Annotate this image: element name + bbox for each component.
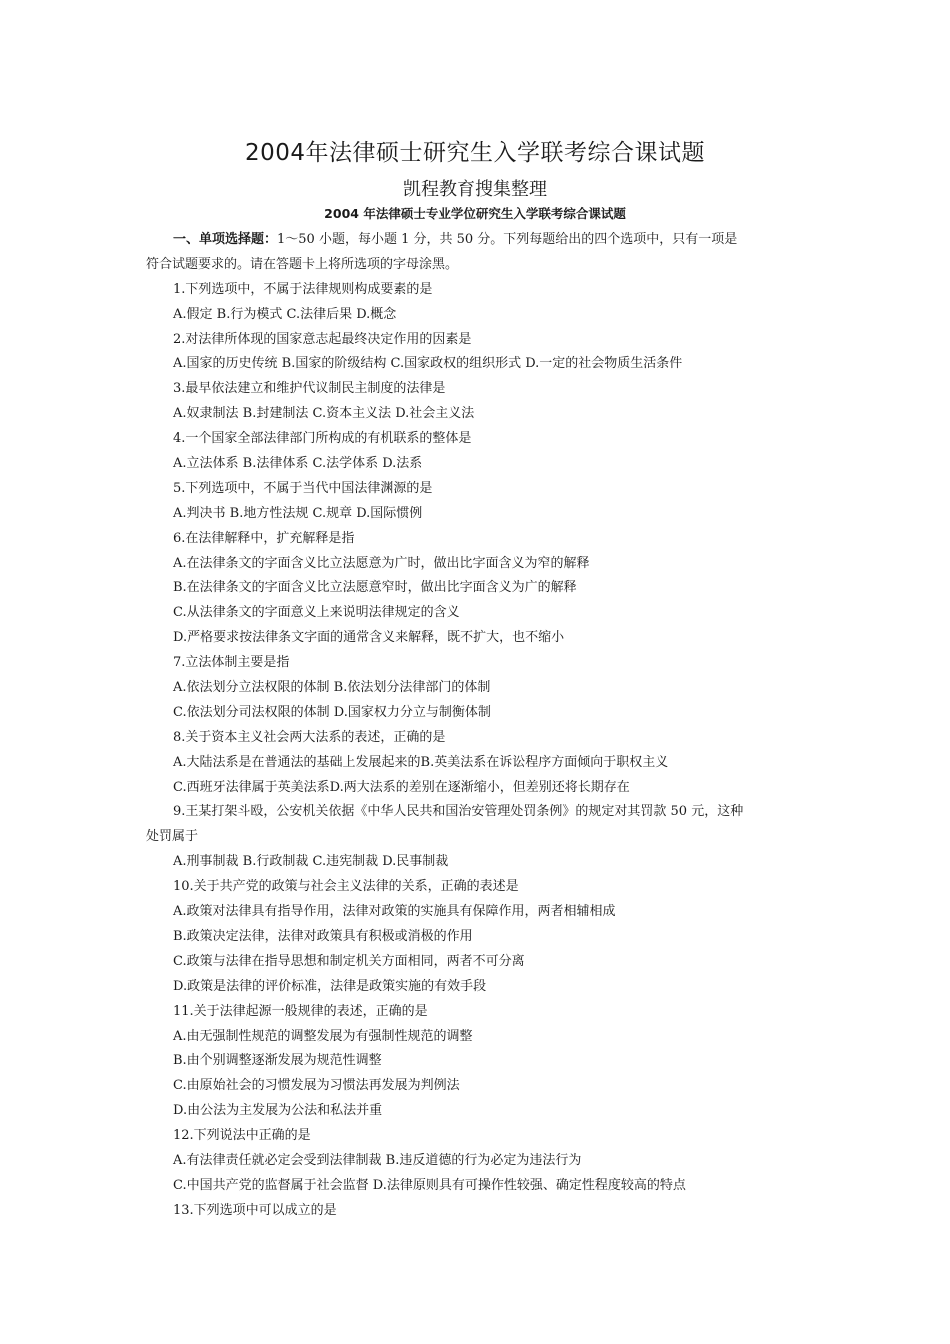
option-line: A.大陆法系是在普通法的基础上发展起来的B.英美法系在诉讼程序方面倾向于职权主义: [173, 754, 669, 770]
option-line: C.西班牙法律属于英美法系D.两大法系的差别在逐渐缩小，但差别还将长期存在: [173, 779, 630, 795]
option-line: C.政策与法律在指导思想和制定机关方面相同，两者不可分离: [173, 953, 525, 969]
question-line: 11.关于法律起源一般规律的表述，正确的是: [173, 1003, 428, 1019]
option-line: A.依法划分立法权限的体制 B.依法划分法律部门的体制: [173, 680, 491, 696]
document-subtitle: 凯程教育搜集整理: [403, 179, 547, 200]
option-line: B.由个别调整逐渐发展为规范性调整: [173, 1053, 382, 1069]
question-line: 13.下列选项中可以成立的是: [173, 1202, 337, 1218]
option-line: A.有法律责任就必定会受到法律制裁 B.违反道德的行为必定为违法行为: [173, 1152, 582, 1168]
question-line: 6.在法律解释中，扩充解释是指: [173, 530, 355, 546]
option-line: C.依法划分司法权限的体制 D.国家权力分立与制衡体制: [173, 704, 491, 720]
option-line: C.中国共产党的监督属于社会监督 D.法律原则具有可操作性较强、确定性程度较高的特点: [173, 1177, 686, 1193]
option-line: C.由原始社会的习惯发展为习惯法再发展为判例法: [173, 1078, 460, 1094]
question-line: 2.对法律所体现的国家意志起最终决定作用的因素是: [173, 331, 472, 347]
section-instruction: [146, 228, 814, 253]
question-line: 1.下列选项中，不属于法律规则构成要素的是: [173, 281, 433, 297]
exam-body: [146, 228, 814, 1224]
option-line: B.政策决定法律，法律对政策具有积极或消极的作用: [173, 928, 473, 944]
question-line: 9.王某打架斗殴，公安机关依据《中华人民共和国治安管理处罚条例》的规定对其罚款 50 元，这种: [173, 804, 744, 820]
option-line: C.从法律条文的字面意义上来说明法律规定的含义: [173, 605, 460, 621]
option-line: D.由公法为主发展为公法和私法并重: [173, 1103, 383, 1119]
option-line: A.刑事制裁 B.行政制裁 C.违宪制裁 D.民事制裁: [173, 854, 449, 870]
option-line: A.由无强制性规范的调整发展为有强制性规范的调整: [173, 1028, 473, 1044]
exam-heading: 2004 年法律硕士专业学位研究生入学联考综合课试题: [324, 206, 626, 221]
section-instruction-text: 1～50 小题，每小题 1 分，共 50 分。下列每题给出的四个选项中，只有一项是: [277, 232, 738, 247]
section-instruction-continued: 符合试题要求的。请在答题卡上将所选项的字母涂黑。: [146, 256, 459, 272]
question-line: 12.下列说法中正确的是: [173, 1128, 311, 1144]
question-line: 7.立法体制主要是指: [173, 655, 290, 671]
question-line-continued: 处罚属于: [146, 829, 199, 845]
question-line: 8.关于资本主义社会两大法系的表述，正确的是: [173, 729, 446, 745]
option-line: A.假定 B.行为模式 C.法律后果 D.概念: [173, 306, 397, 322]
option-line: A.立法体系 B.法律体系 C.法学体系 D.法系: [173, 456, 423, 472]
question-line: 4.一个国家全部法律部门所构成的有机联系的整体是: [173, 431, 472, 447]
question-line: 3.最早依法建立和维护代议制民主制度的法律是: [173, 381, 446, 397]
option-line: A.在法律条文的字面含义比立法愿意为广时，做出比字面含义为窄的解释: [173, 555, 590, 571]
option-line: B.在法律条文的字面含义比立法愿意窄时，做出比字面含义为广的解释: [173, 580, 577, 596]
option-line: D.政策是法律的评价标准，法律是政策实施的有效手段: [173, 978, 487, 994]
question-line: 5.下列选项中，不属于当代中国法律渊源的是: [173, 480, 433, 496]
option-line: A.判决书 B.地方性法规 C.规章 D.国际惯例: [173, 505, 423, 521]
section-label: 一、单项选择题：: [173, 232, 278, 247]
option-line: A.国家的历史传统 B.国家的阶级结构 C.国家政权的组织形式 D.一定的社会物质生活条件: [173, 356, 683, 372]
option-line: A.奴隶制法 B.封建制法 C.资本主义法 D.社会主义法: [173, 406, 475, 422]
option-line: D.严格要求按法律条文字面的通常含义来解释，既不扩大，也不缩小: [173, 630, 565, 646]
document-title: 2004年法律硕士研究生入学联考综合课试题: [244, 140, 706, 166]
option-line: A.政策对法律具有指导作用，法律对政策的实施具有保障作用，两者相辅相成: [173, 904, 616, 920]
question-line: 10.关于共产党的政策与社会主义法律的关系，正确的表述是: [173, 879, 519, 895]
